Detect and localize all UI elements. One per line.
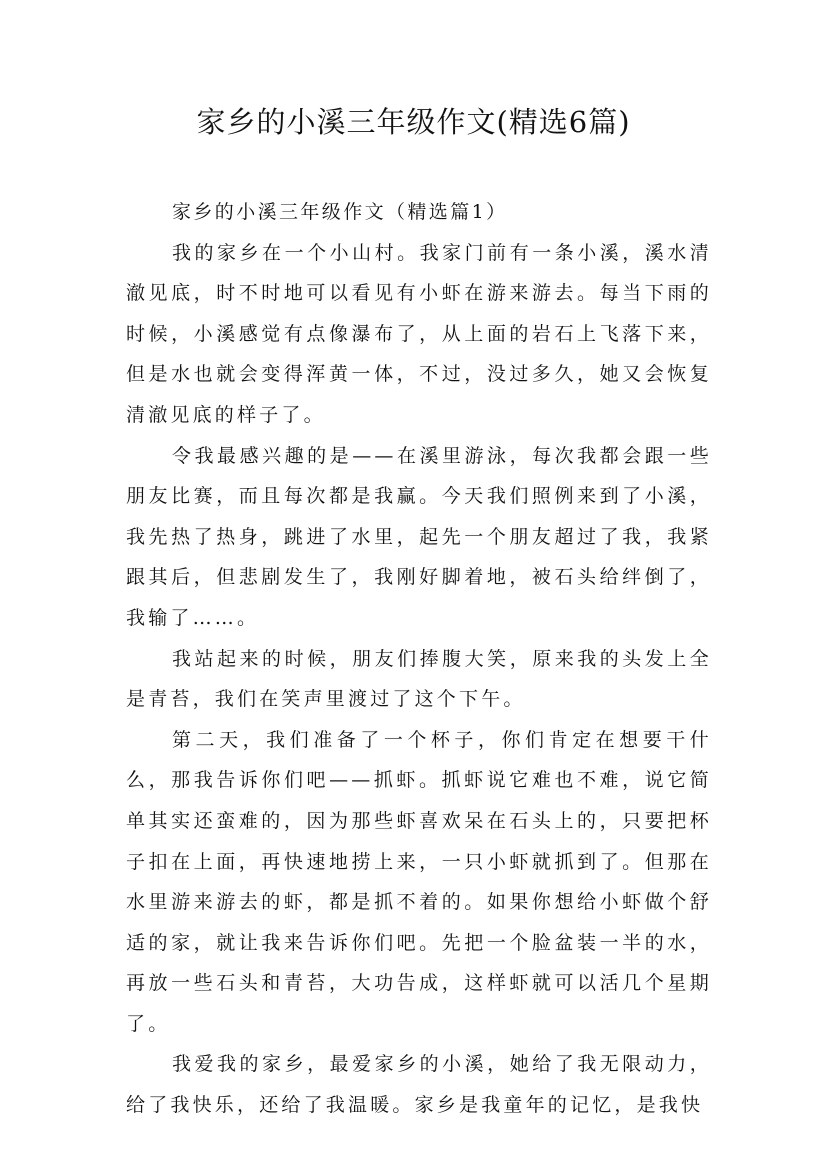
paragraph: 我的家乡在一个小山村。我家门前有一条小溪，溪水清澈见底，时不时地可以看见有小虾在游来游去。每当下雨的时候，小溪感觉有点像瀑布了，从上面的岩石上飞落下来，但是水也就会变得浑黄一体，不过，没过多久，她又会恢复清澈见底的样子了。 <box>126 241 712 426</box>
section-heading: 家乡的小溪三年级作文（精选篇1） <box>172 201 508 223</box>
paragraph: 第二天，我们准备了一个杯子，你们肯定在想要干什么，那我告诉你们吧——抓虾。抓虾说它难也不难，说它简单其实还蛮难的，因为那些虾喜欢呆在石头上的，只要把杯子扣在上面，再快速地捞上来，一只小虾就抓到了。但那在水里游来游去的虾，都是抓不着的。如果你想给小虾做个舒适的家，就让我来告诉你们吧。先把一个脸盆装一半的水，再放一些石头和青苔，大功告成，这样虾就可以活几个星期了。 <box>126 728 712 1035</box>
document-title: 家乡的小溪三年级作文(精选6篇) <box>196 105 631 139</box>
document-body <box>126 192 712 1126</box>
paragraph: 令我最感兴趣的是——在溪里游泳，每次我都会跟一些朋友比赛，而且每次都是我赢。今天我们照例来到了小溪，我先热了热身，跳进了水里，起先一个朋友超过了我，我紧跟其后，但悲剧发生了，我刚好脚着地，被石头给绊倒了，我输了……。 <box>126 444 712 629</box>
paragraph: 我站起来的时候，朋友们捧腹大笑，原来我的头发上全是青苔，我们在笑声里渡过了这个下午。 <box>126 647 712 711</box>
paragraph: 我爱我的家乡，最爱家乡的小溪，她给了我无限动力，给了我快乐，还给了我温暖。家乡是我童年的记忆，是我快 <box>126 1053 712 1117</box>
